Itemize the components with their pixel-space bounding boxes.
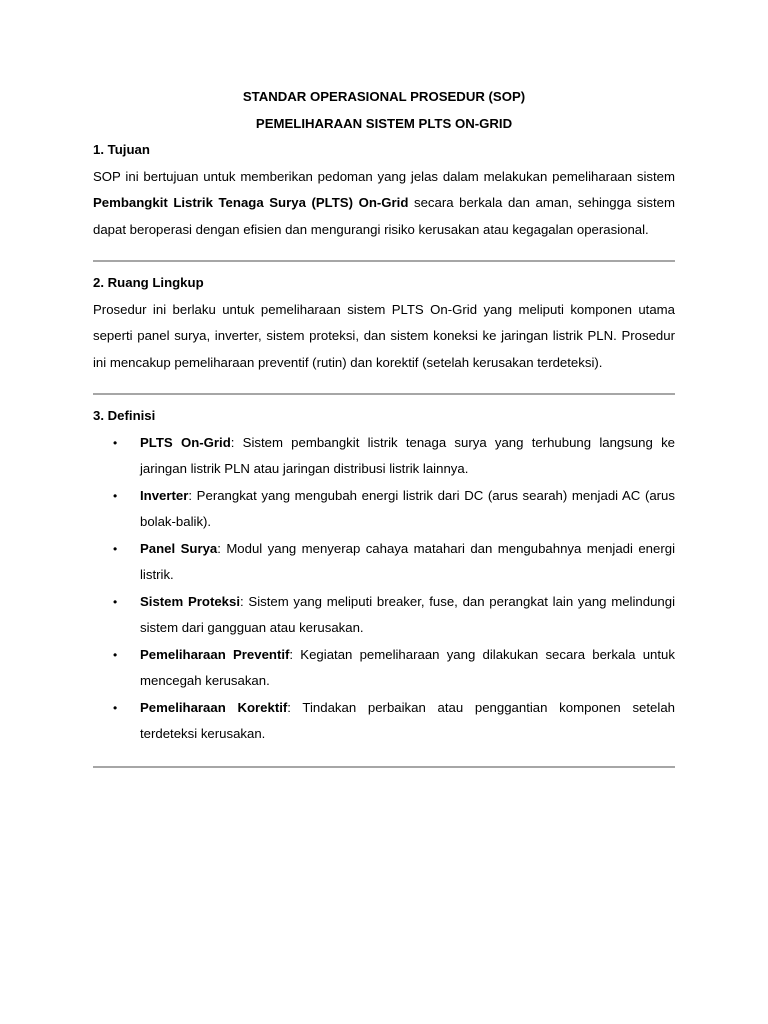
list-item <box>93 695 675 748</box>
definition-term: Pemeliharaan Korektif <box>140 699 288 715</box>
definition-text: : Sistem yang meliputi breaker, fuse, dan perangkat lain yang melindungi sistem dari gangguan atau kerusakan. <box>140 593 676 635</box>
list-item <box>93 536 675 589</box>
tujuan-bold-term: Pembangkit Listrik Tenaga Surya (PLTS) On-Grid <box>93 195 409 210</box>
definition-text: : Modul yang menyerap cahaya matahari dan mengubahnya menjadi energi listrik. <box>140 540 676 582</box>
bullet-icon: • <box>113 594 118 609</box>
document-content <box>93 84 675 768</box>
list-item <box>93 589 675 642</box>
section-divider-3 <box>93 766 675 768</box>
definition-term: PLTS On-Grid <box>140 434 231 450</box>
definition-text: : Kegiatan pemeliharaan yang dilakukan secara berkala untuk mencegah kerusakan. <box>140 646 675 688</box>
definition-term: Panel Surya <box>140 540 218 556</box>
tujuan-text-start: SOP ini bertujuan untuk memberikan pedoman yang jelas dalam melakukan pemeliharaan sistem <box>93 168 675 184</box>
definition-term: Sistem Proteksi <box>140 593 241 609</box>
bullet-icon: • <box>113 541 118 556</box>
section-heading-definisi: 3. Definisi <box>93 408 156 423</box>
section-heading-tujuan: 1. Tujuan <box>93 142 150 157</box>
document-title: STANDAR OPERASIONAL PROSEDUR (SOP) <box>242 89 526 104</box>
paragraph-tujuan <box>93 164 675 244</box>
definition-term: Inverter <box>140 487 189 503</box>
definition-text: : Sistem pembangkit listrik tenaga surya yang terhubung langsung ke jaringan listrik PLN atau jaringan distribusi listrik lainnya. <box>140 434 675 476</box>
definition-text: : Perangkat yang mengubah energi listrik dari DC (arus searah) menjadi AC (arus bolak-balik). <box>140 487 675 529</box>
section-heading-ruang-lingkup: 2. Ruang Lingkup <box>93 275 204 290</box>
bullet-icon: • <box>113 647 118 662</box>
list-item <box>93 483 675 536</box>
section-tujuan <box>93 137 675 243</box>
document-subtitle: PEMELIHARAAN SISTEM PLTS ON-GRID <box>255 115 513 131</box>
definition-term: Pemeliharaan Preventif <box>140 646 290 662</box>
bullet-icon: • <box>113 435 118 450</box>
list-item <box>93 430 675 483</box>
section-ruang-lingkup <box>93 270 675 376</box>
paragraph-ruang-lingkup: Prosedur ini berlaku untuk pemeliharaan sistem PLTS On-Grid yang meliputi komponen utama seperti panel surya, inverter, sistem proteksi, dan sistem koneksi ke jaringan listrik PLN. Prosedur ini mencakup pemeliharaan preventif (rutin) dan korektif (setelah kerusakan terdeteksi). <box>93 301 675 370</box>
list-item <box>93 642 675 695</box>
section-definisi <box>93 403 675 748</box>
definition-list <box>93 430 675 748</box>
bullet-icon: • <box>113 488 118 503</box>
bullet-icon: • <box>113 700 118 715</box>
definition-text: : Tindakan perbaikan atau penggantian komponen setelah terdeteksi kerusakan. <box>140 699 675 741</box>
tujuan-text-end: secara berkala dan aman, sehingga sistem dapat beroperasi dengan efisien dan mengurangi risiko kerusakan atau kegagalan operasional. <box>93 195 675 237</box>
